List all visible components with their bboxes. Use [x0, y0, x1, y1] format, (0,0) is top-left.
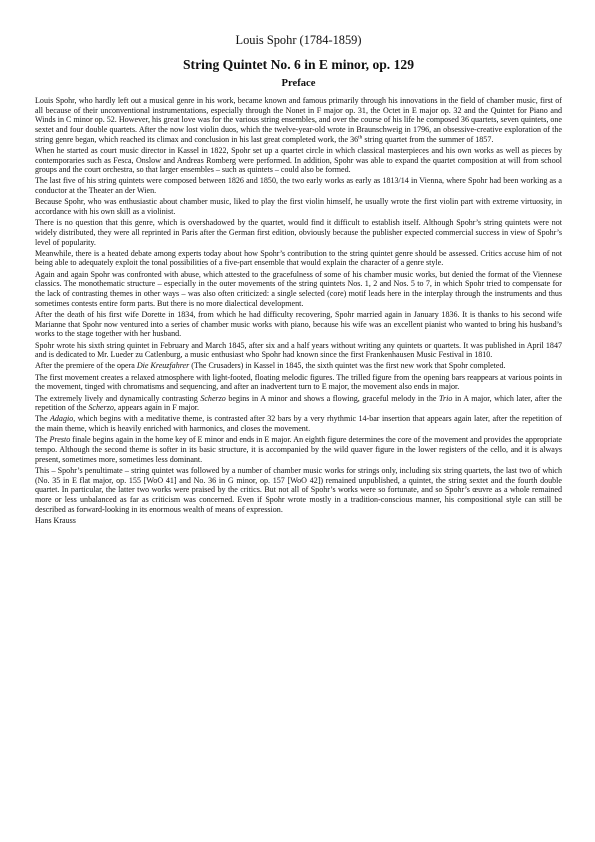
preface-paragraph	[35, 394, 562, 413]
paragraph-text: in A major, which later, after the repetition of the	[35, 393, 562, 413]
italic-title: Presto	[49, 435, 71, 445]
author-signature: Hans Krauss	[35, 515, 76, 525]
preface-paragraph	[35, 218, 562, 247]
preface-paragraph	[35, 341, 562, 360]
paragraph-text: Meanwhile, there is a heated debate among experts today about how Spohr’s contribution to the string quintet genre should be assessed. Critics accuse him of not being able to adequately exploit the tonal possibilities of a five-part ensemble that would explain the character of a genre style.	[35, 248, 562, 268]
paragraph-text: Louis Spohr, who hardly left out a musical genre in his work, became known and famous primarily through his innovations in the field of chamber music, first of all because of their unconventional instrumentations, especially through the Nonet in F major op. 31, the Octet in E major op. 32 and the Quintet for Piano and Winds in C minor op. 52. However, his great love was for the various string ensembles, and over the course of his life he composed 36 quartets, seven quintets, one sextet and four double quartets. After the now lost violin duos, which the twelve-year-old wrote in Braunschweig in 1796, an obsessive-creative exploration of the string genre began, which reached its climax and conclusion in his last great completed work, the 36	[35, 96, 562, 144]
preface-paragraph	[35, 310, 562, 339]
paragraph-text: , appears again in F major.	[113, 403, 200, 413]
paragraph-text: The first movement creates a relaxed atmosphere with light-footed, floating melodic figures. The trilled figure from the opening bars reappears at various points in the movement, tinged with chromatisms and sequencing, and after an inadvertent turn to E major, the movement also ends in major.	[35, 372, 562, 392]
paragraph-text: begins in A minor and shows a flowing, graceful melody in the	[225, 393, 440, 403]
preface-paragraph	[35, 435, 562, 464]
italic-title: Scherzo	[200, 393, 226, 403]
paragraph-text: The last five of his string quintets were composed between 1826 and 1850, the two early works as early as 1813/14 in Vienna, where Spohr had been working as a conductor at the Theater an der Wien.	[35, 176, 562, 196]
paragraph-text: After the death of his first wife Dorette in 1834, from which he had difficulty recovering, Spohr married again in January 1836. It is thanks to his second wife Marianne that Spohr now ventured into a series of chamber music works with piano, because his wife was an excellent pianist who wanted to bring his husband’s works to the stage together with her husband.	[35, 309, 562, 339]
preface-paragraph	[35, 146, 562, 175]
preface-paragraph	[35, 176, 562, 195]
preface-paragraph	[35, 414, 562, 433]
paragraph-text: Spohr wrote his sixth string quintet in February and March 1845, after six and a half years without writing any quintets or quartets. It was published in April 1847 and is dedicated to Mr. Lueder zu Catlenburg, a music enthusiast who Spohr had known since the first Frankenhausen Music Festival in 1810.	[35, 340, 562, 360]
preface-paragraph	[35, 466, 562, 514]
preface-paragraph	[35, 249, 562, 268]
paragraph-text: (The Crusaders) in Kassel in 1845, the sixth quintet was the first new work that Spohr completed.	[189, 361, 506, 371]
work-title: String Quintet No. 6 in E minor, op. 129	[182, 57, 414, 72]
paragraph-text: After the premiere of the opera	[35, 361, 137, 371]
paragraph-text: When he started as court music director in Kassel in 1822, Spohr set up a quartet circle in which classical masterpieces and his own works as well as pieces by contemporaries such as Fesca, Onslow and Andreas Romberg were performed. In addition, Spohr was able to expand the quartet composition at will from school groups and the court orchestra, so that larger ensembles – such as quintets – could also be formed.	[35, 145, 562, 175]
preface-paragraph	[35, 361, 562, 371]
paragraph-text: This – Spohr’s penultimate – string quintet was followed by a number of chamber music works for strings only, including six string quartets, the last two of which (No. 35 in E flat major, op. 155 [WoO 41] and No. 36 in G minor, op. 157 [WoO 42]) remained unpublished, a quintet, the string sextet and the fourth double quartet. In particular, the latter two works were praised by the critics. But not all of Spohr’s works were so fortunate, and so Spohr’s œuvre as a whole remained more or less unbalanced as far as criticism was concerned. Even if Spohr wrote mostly in a tradition-conscious manner, his compositional style can still be described as forward-looking in its enormous wealth of means of expression.	[35, 465, 562, 514]
preface-paragraph	[35, 270, 562, 309]
preface-body	[35, 96, 562, 514]
italic-title: Trio	[439, 393, 453, 403]
composer-heading: Louis Spohr (1784-1859)	[235, 33, 362, 47]
paragraph-text: The	[35, 435, 50, 445]
preface-paragraph	[35, 373, 562, 392]
paragraph-text: string quartet from the summer of 1857.	[362, 134, 494, 144]
paragraph-text: Because Spohr, who was enthusiastic about chamber music, liked to play the first violin himself, he usually wrote the first violin part with extreme virtuosity, in accordance with his own skill as a violinist.	[35, 197, 562, 216]
italic-title: Die Kreuzfahrer	[136, 361, 190, 371]
paragraph-text: There is no question that this genre, which is overshadowed by the quartet, would find it difficult to establish itself. Although Spohr’s string quintets were not widely distributed, they were all reprinted in Paris after the German first edition, obviously because the publisher expected commercial success in view of Spohr’s level of popularity.	[35, 218, 562, 247]
preface-paragraph	[35, 96, 562, 144]
paragraph-text: finale begins again in the home key of E minor and ends in E major. An eighth figure determines the core of the movement and provides the appropriate tempo. Although the second theme is softer in its basic structure, it is accompanied by the wild quaver figure in the lower registers of the cello, and it is always present, sometimes more, sometimes less dominant.	[35, 435, 562, 464]
italic-title: Scherzo	[88, 403, 114, 413]
paragraph-text: , which begins with a meditative theme, is contrasted after 32 bars by a very rhythmic 14-bar insertion that appears again later, after the repetition of the main theme, which is heavily enriched with harmonics, and closes the movement.	[35, 414, 562, 434]
ordinal-suffix: th	[358, 133, 363, 140]
preface-paragraph	[35, 197, 562, 216]
paragraph-text: Again and again Spohr was confronted with abuse, which attested to the gracefulness of some of his chamber music works, but denied the format of the Viennese classics. The monothematic structure – especially in the outer movements of the string quintets Nos. 1, 2 and Nos. 5 to 7, in which Spohr tried to compensate for the lack of contrasting themes in other ways – was also often criticized: a single selected (core) motif leads here in the interplay through the instruments and thus sometimes contests entire form parts. But there is no more dialectical development.	[35, 269, 562, 308]
paragraph-text: The	[35, 414, 50, 424]
italic-title: Adagio	[49, 414, 74, 424]
preface-heading: Preface	[281, 78, 316, 89]
paragraph-text: The extremely lively and dynamically contrasting	[35, 393, 201, 403]
